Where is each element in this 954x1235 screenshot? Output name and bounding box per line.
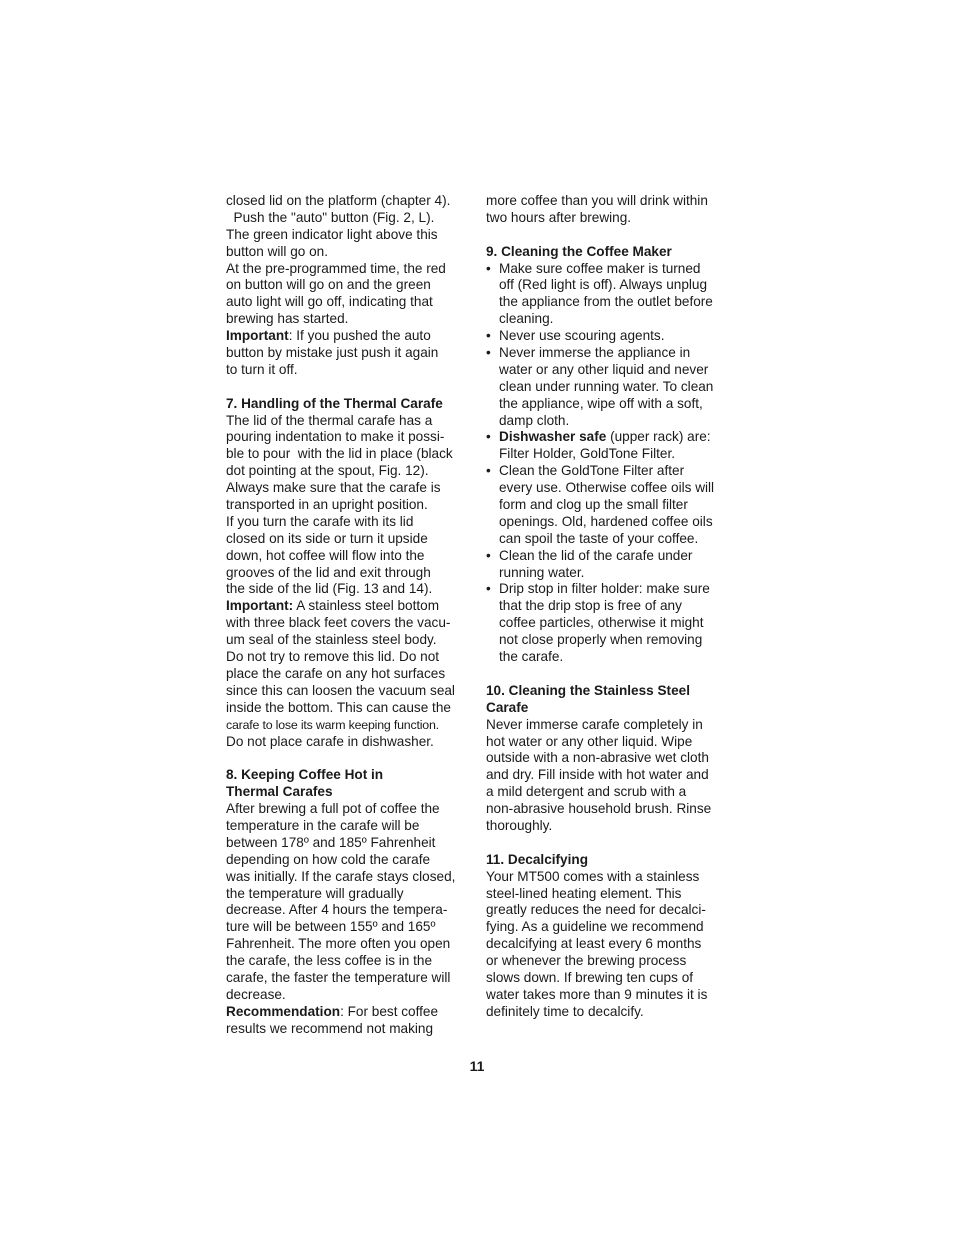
text-line: Do not place carafe in dishwasher. <box>226 733 434 749</box>
text-line: more coffee than you will drink within <box>486 193 708 208</box>
text-line: slows down. If brewing ten cups of <box>486 969 694 985</box>
important-note <box>226 328 476 345</box>
text-line: depending on how cold the carafe <box>226 851 431 867</box>
text-line: brewing has started. <box>226 311 349 327</box>
text-line: transported in an upright position. <box>226 497 428 513</box>
bullet-line: openings. Old, hardened coffee oils <box>499 513 713 529</box>
important-label: Important: <box>226 598 294 614</box>
text-fragment: A stainless steel bottom <box>293 598 440 614</box>
text-line: was initially. If the carafe stays closed, <box>226 868 456 884</box>
section-9 <box>486 244 736 666</box>
text-line: two hours after brewing. <box>486 209 632 225</box>
section-heading: 11. Decalcifying <box>486 851 589 867</box>
text-line: the carafe, the less coffee is in the <box>226 953 433 969</box>
bullet-line: form and clog up the small filter <box>499 497 688 513</box>
text-fragment: (upper rack) are: <box>606 429 711 445</box>
section-heading: 9. Cleaning the Coffee Maker <box>486 243 672 259</box>
bullet-line: • Make sure coffee maker is turned <box>486 261 736 278</box>
text-line: Your MT500 comes with a stainless <box>486 868 700 884</box>
recommendation-label: Recommendation <box>226 1003 341 1019</box>
recommendation-note <box>226 1004 476 1021</box>
text-line: grooves of the lid and exit through <box>226 564 431 580</box>
text-line: closed on its side or turn it upside <box>226 530 428 546</box>
text-fragment: : For best coffee <box>340 1003 439 1019</box>
bullet-item <box>486 429 736 463</box>
text-line: After brewing a full pot of coffee the <box>226 801 440 817</box>
text-line: button by mistake just push it again <box>226 345 439 361</box>
text-line: fying. As a guideline we recommend <box>486 919 704 935</box>
important-note <box>226 598 476 615</box>
bullet-item <box>486 328 736 345</box>
bullet-line: the appliance, wipe off with a soft, <box>499 395 703 411</box>
text-line: button will go on. <box>226 243 329 259</box>
text-line: definitely time to decalcify. <box>486 1003 644 1019</box>
bullet-line <box>486 429 736 446</box>
text-line: The lid of the thermal carafe has a <box>226 412 433 428</box>
bullet-item <box>486 463 736 547</box>
bullet-line: every use. Otherwise coffee oils will <box>499 480 715 496</box>
bullet-line: • Clean the GoldTone Filter after <box>486 463 736 480</box>
text-line: carafe to lose its warm keeping function. <box>226 717 439 732</box>
text-line: dot pointing at the spout, Fig. 12). <box>226 463 429 479</box>
text-line: Push the "auto" button (Fig. 2, L). <box>226 209 435 225</box>
text-line: ture will be between 155º and 165º <box>226 919 436 935</box>
bullet-line: clean under running water. To clean <box>499 378 714 394</box>
bullet-line: cleaning. <box>499 311 554 327</box>
bullet-line: Filter Holder, GoldTone Filter. <box>499 446 676 462</box>
text-line: place the carafe on any hot surfaces <box>226 665 446 681</box>
bullet-line: water or any other liquid and never <box>499 361 709 377</box>
section-heading: Thermal Carafes <box>226 784 333 800</box>
section-heading: 7. Handling of the Thermal Carafe <box>226 395 443 411</box>
bullet-item <box>486 261 736 329</box>
text-fragment: : If you pushed the auto <box>288 328 431 344</box>
text-line: decalcifying at least every 6 months <box>486 936 702 952</box>
bullet-line: off (Red light is off). Always unplug <box>499 277 708 293</box>
text-line: or whenever the brewing process <box>486 953 687 969</box>
bullet-line: • Never immerse the appliance in <box>486 345 736 362</box>
text-line: Fahrenheit. The more often you open <box>226 936 451 952</box>
bullet-line: • Never use scouring agents. <box>486 328 736 345</box>
text-line: carafe, the faster the temperature will <box>226 969 451 985</box>
dishwasher-safe-label: Dishwasher safe <box>499 429 607 445</box>
text-line: Do not try to remove this lid. Do not <box>226 649 440 665</box>
text-line: since this can loosen the vacuum seal <box>226 682 455 698</box>
section-10 <box>486 683 736 835</box>
text-line: inside the bottom. This can cause the <box>226 699 451 715</box>
text-line: pouring indentation to make it possi- <box>226 429 445 445</box>
section-8 <box>226 767 476 1037</box>
section-7 <box>226 396 476 751</box>
intro-block <box>226 193 476 379</box>
text-line: auto light will go off, indicating that <box>226 294 433 310</box>
bullet-item <box>486 548 736 582</box>
text-line: a mild detergent and scrub with a <box>486 784 687 800</box>
text-line: down, hot coffee will flow into the <box>226 547 425 563</box>
text-line: ble to pour with the lid in place (black <box>226 446 453 462</box>
left-column <box>226 193 476 1038</box>
text-line: greatly reduces the need for decalci- <box>486 902 706 918</box>
text-line: steel-lined heating element. This <box>486 885 682 901</box>
text-line: the temperature will gradually <box>226 885 404 901</box>
text-line: non-abrasive household brush. Rinse <box>486 801 712 817</box>
text-line: water takes more than 9 minutes it is <box>486 986 708 1002</box>
text-line: Always make sure that the carafe is <box>226 480 441 496</box>
text-line: hot water or any other liquid. Wipe <box>486 733 693 749</box>
text-line: between 178º and 185º Fahrenheit <box>226 834 436 850</box>
text-line: the side of the lid (Fig. 13 and 14). <box>226 581 433 597</box>
right-column <box>486 193 736 1021</box>
text-line: outside with a non-abrasive wet cloth <box>486 750 709 766</box>
section-heading: 8. Keeping Coffee Hot in <box>226 767 384 783</box>
bullet-line: that the drip stop is free of any <box>499 598 682 614</box>
bullet-line: the appliance from the outlet before <box>499 294 713 310</box>
text-line: results we recommend not making <box>226 1020 434 1036</box>
bullet-item <box>486 581 736 665</box>
text-line: um seal of the stainless steel body. <box>226 632 437 648</box>
bullet-line: not close properly when removing <box>499 632 703 648</box>
important-label: Important <box>226 328 289 344</box>
bullet-line: running water. <box>499 564 585 580</box>
text-line: closed lid on the platform (chapter 4). <box>226 193 451 208</box>
text-line: decrease. <box>226 986 286 1002</box>
bullet-line: • Clean the lid of the carafe under <box>486 548 736 565</box>
bullet-line: the carafe. <box>499 649 564 665</box>
section-11 <box>486 852 736 1021</box>
text-line: The green indicator light above this <box>226 226 438 242</box>
text-line: At the pre-programmed time, the red <box>226 260 446 276</box>
text-line: decrease. After 4 hours the tempera- <box>226 902 448 918</box>
bullet-line: coffee particles, otherwise it might <box>499 615 704 631</box>
bullet-line: can spoil the taste of your coffee. <box>499 530 699 546</box>
section-heading: 10. Cleaning the Stainless Steel <box>486 682 690 698</box>
bullet-item <box>486 345 736 429</box>
text-line: temperature in the carafe will be <box>226 817 420 833</box>
text-line: to turn it off. <box>226 361 298 377</box>
text-line: with three black feet covers the vacu- <box>226 615 451 631</box>
page-number: 11 <box>469 1058 485 1074</box>
text-line: and dry. Fill inside with hot water and <box>486 767 709 783</box>
text-line: thoroughly. <box>486 817 553 833</box>
bullet-line: • Drip stop in filter holder: make sure <box>486 581 736 598</box>
continued-block <box>486 193 736 227</box>
text-line: Never immerse carafe completely in <box>486 716 703 732</box>
text-line: If you turn the carafe with its lid <box>226 513 414 529</box>
section-heading: Carafe <box>486 699 529 715</box>
text-line: on button will go on and the green <box>226 277 431 293</box>
bullet-line: damp cloth. <box>499 412 570 428</box>
